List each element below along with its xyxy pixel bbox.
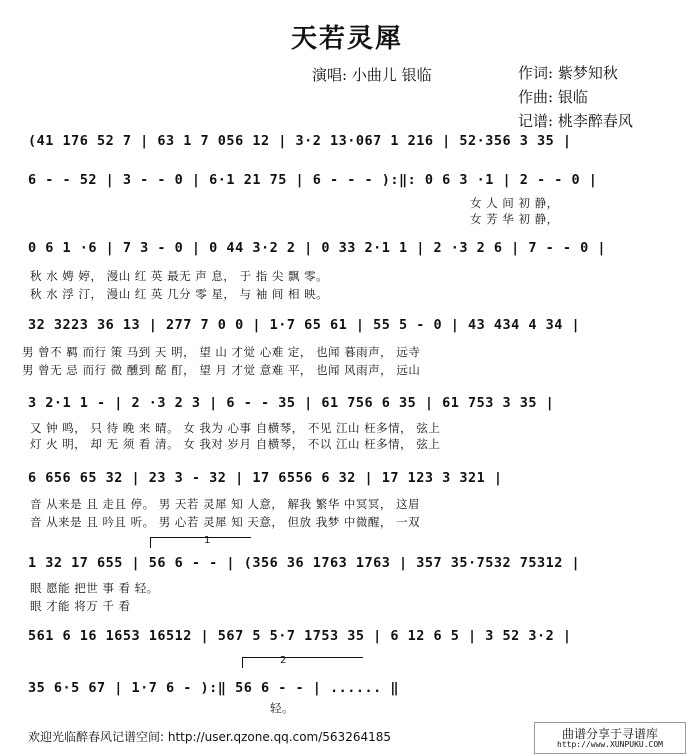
lyric-line-9: 轻。 [270,701,294,715]
footer-badge-url: http://www.XUNPUKU.COM [557,740,663,749]
lyric-line-2a: 女 人 间 初 静， [470,196,559,210]
score-line-5: 3 2·1 1 - | 2 ·3 2 3 | 6 - - 35 | 61 756 6 35 | 61 753 3 35 | [28,395,555,411]
score-line-2: 6 - - 52 | 3 - - 0 | 6·1 21 75 | 6 - - - ):‖: 0 6 3 ·1 | 2 - - 0 | [28,172,598,188]
score-line-3: 0 6 1 ·6 | 7 3 - 0 | 0 44 3·2 2 | 0 33 2·1 1 | 2 ·3 2 6 | 7 - - 0 | [28,240,607,256]
lyric-line-4b: 男 曾无 忌 而行 微 醺到 酩 酊， 望 月 才觉 意难 平， 也闻 风雨声， 远山 [22,363,421,377]
lyric-line-7a: 眼 愿能 把世 事 看 轻。 [30,581,159,595]
singer-credit: 演唱: 小曲儿 银临 [312,66,432,84]
score-line-8: 561 6 16 1653 16512 | 567 5 5·7 1753 35 | 6 12 6 5 | 3 52 3·2 | [28,628,572,644]
volta-second-bracket [242,657,363,668]
composer-credit: 作曲: 银临 [518,88,588,106]
footer-badge-title: 曲谱分享于寻谱库 [561,727,658,741]
lyric-line-2b: 女 芳 华 初 静， [470,212,559,226]
lyric-line-3a: 秋 水 娉 婷， 漫山 红 英 最无 声 息， 于 指 尖 飘 零。 [30,269,329,283]
transcriber-credit: 记谱: 桃李醉春风 [518,112,633,130]
volta-first-bracket [150,537,251,548]
lyric-line-6a: 音 从来是 且 走且 停。 男 天若 灵犀 知 人意， 解我 繁华 中冥冥， 这眉 [30,497,421,511]
lyric-line-4a: 男 曾不 羁 而行 策 马到 天 明， 望 山 才觉 心难 定， 也闻 暮雨声， 远寺 [22,345,421,359]
score-line-4: 32 3223 36 13 | 277 7 0 0 | 1·7 65 61 | 55 5 - 0 | 43 434 4 34 | [28,317,581,333]
volta-first-number: 1 [204,535,211,546]
lyric-line-5b: 灯 火 明， 却 无 须 看 清。 女 我对 岁月 自横琴， 不以 江山 枉多情， 弦上 [30,437,441,451]
score-line-1: (41 176 52 7 | 63 1 7 056 12 | 3·2 13·067 1 216 | 52·356 3 35 | [28,133,572,149]
lyric-line-6b: 音 从来是 且 吟且 听。 男 心若 灵犀 知 天意， 但放 我梦 中微醒， 一双 [30,515,421,529]
lyric-line-7b: 眼 才能 将万 千 看 [30,599,131,613]
score-line-9: 35 6·5 67 | 1·7 6 - ):‖ 56 6 - - | ...... ‖ [28,680,399,696]
volta-second-number: 2 [280,655,287,666]
score-line-7: 1 32 17 655 | 56 6 - - | (356 36 1763 1763 | 357 35·7532 75312 | [28,555,581,571]
lyric-line-3b: 秋 水 浮 汀， 漫山 红 英 几分 零 星， 与 袖 间 相 映。 [30,287,329,301]
footer-website: 欢迎光临醉春风记谱空间: http://user.qzone.qq.com/563264185 [28,730,392,744]
lyricist-credit: 作词: 紫梦知秋 [518,64,618,82]
footer-badge [534,722,686,754]
lyric-line-5a: 又 钟 鸣， 只 待 晚 来 晴。 女 我为 心事 自横琴， 不见 江山 枉多情， 弦上 [30,421,441,435]
score-line-6: 6 656 65 32 | 23 3 - 32 | 17 6556 6 32 | 17 123 3 321 | [28,470,503,486]
song-title: 天若灵犀 [290,24,403,54]
